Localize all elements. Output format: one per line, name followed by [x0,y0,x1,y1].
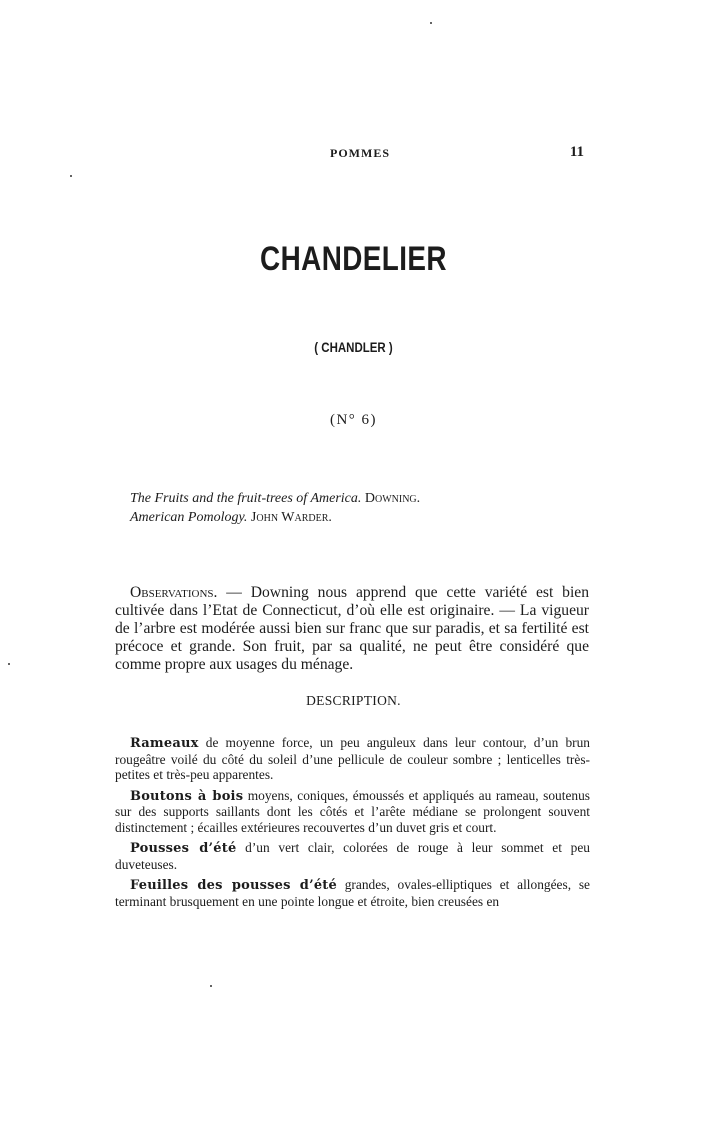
scan-speck [70,175,72,177]
observations-text: — Downing nous apprend que cette variété est bien cultivée dans l’Etat de Connecticut, d’où elle est originaire. — La vigueur de l’arbre est modérée aussi bien sur franc que sur paradis, et sa fertilité est précoce et grande. Son fruit, par sa qualité, ne peut être considéré que comme propre aux usages du ménage. [115,583,589,673]
page-number: 11 [569,144,584,160]
description-term: Pousses d’été [130,841,237,857]
reference-line [130,490,590,509]
scan-speck [430,22,432,24]
variety-english-name: ( CHANDLER ) [314,340,393,355]
description-entry [115,788,590,836]
description-list [115,735,590,914]
description-heading: DESCRIPTION. [306,693,401,708]
references [130,490,590,527]
description-text: de moyenne force, un peu anguleux dans leur contour, d’un brun rougeâtre voilé du côté du soleil d’une pellicule de couleur sombre ; lenticelles très-petites et très-peu apparentes. [115,735,590,783]
page-title: CHANDELIER [260,240,447,278]
reference-line [130,509,590,528]
reference-work: American Pomology. [130,509,248,525]
running-head [115,146,590,164]
reference-author: Downing. [364,491,421,506]
description-text: d’un vert clair, colorées de rouge à leur sommet et peu duveteuses. [115,840,590,872]
reference-author: John Warder. [250,509,332,525]
description-entry [115,735,590,783]
reference-work: The Fruits and the fruit-trees of America. [130,491,362,506]
scan-speck [210,985,212,987]
description-text: moyens, coniques, émoussés et appliqués au rameau, soutenus sur des supports saillants dont les côtés et l’arête médiane se prolongent souvent distinctement ; écailles extérieures recouvertes d’un duvet gris et court. [115,787,590,836]
observations-paragraph [115,584,589,674]
observations-label: Observations. [130,583,218,601]
variety-number: (N° 6) [329,412,378,428]
description-entry [115,877,590,909]
description-text: grandes, ovales-elliptiques et allongées, se terminant brusquement en une pointe longue et étroite, bien creusées en [115,877,590,909]
description-term: Feuilles des pousses d’été [130,878,337,894]
description-entry [115,840,590,872]
running-head-title: POMMES [330,146,390,160]
description-term: Rameaux [130,736,199,751]
scan-speck [8,663,10,665]
description-term: Boutons à bois [130,788,244,804]
